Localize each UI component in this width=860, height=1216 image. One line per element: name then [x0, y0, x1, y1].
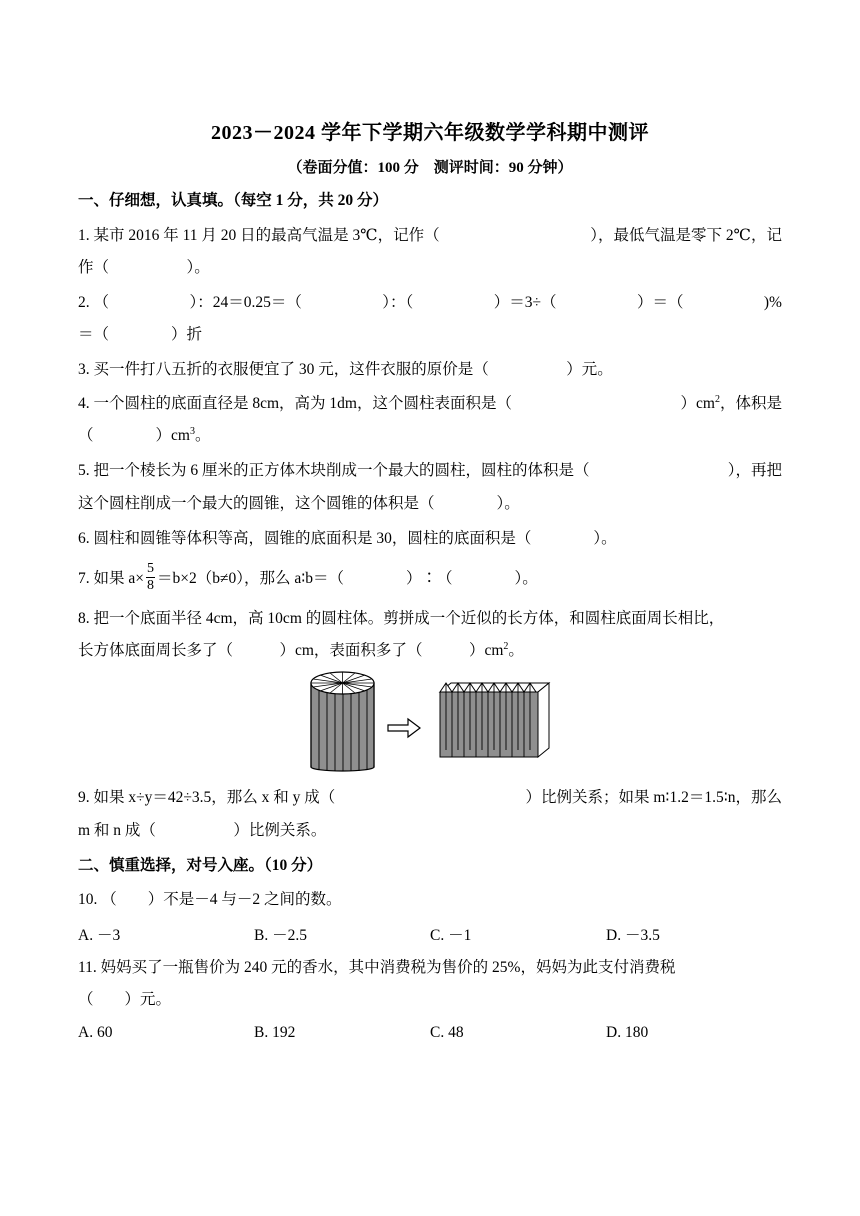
q10-option-c: C. －1: [430, 927, 472, 944]
q8-text-b: 长方体底面周长多了（ ）cm，表面积多了（ ）cm: [78, 642, 504, 659]
q1-text-b: ），最低气温是零下 2℃，记: [590, 227, 782, 244]
q2-part-3: ）：（: [382, 294, 414, 311]
question-3: 3. 买一件打八五折的衣服便宜了 30 元，这件衣服的原价是（ ）元。: [78, 361, 613, 378]
q2-part-4: ）＝3÷（: [493, 294, 557, 311]
q4-text-a: 4. 一个圆柱的底面直径是 8cm，高为 1dm，这个圆柱表面积是（: [78, 395, 512, 412]
q4-text-d: （ ）cm: [78, 427, 190, 444]
question-9-line-1: [78, 787, 782, 809]
q8-area-exp: 2: [503, 641, 509, 652]
q7-denominator: 8: [147, 578, 154, 593]
cylinder-drawing: [311, 672, 374, 771]
exam-title: 2023－2024 学年下学期六年级数学学科期中测评: [211, 122, 649, 144]
question-9-line-2: m 和 n 成（ ）比例关系。: [78, 822, 327, 839]
q10-option-b: B. －2.5: [254, 927, 307, 944]
cylinder-to-cuboid-figure: [308, 670, 558, 772]
q11-option-d: D. 180: [606, 1024, 649, 1041]
question-6: 6. 圆柱和圆锥等体积等高，圆锥的底面积是 30，圆柱的底面积是（ ）。: [78, 530, 617, 547]
question-8-line-1: 8. 把一个底面半径 4cm，高 10cm 的圆柱体。剪拼成一个近似的长方体，和圆柱底面周长相比，: [78, 610, 725, 627]
q1-text-a: 1. 某市 2016 年 11 月 20 日的最高气温是 3℃，记作（: [78, 227, 440, 244]
q11-option-b: B. 192: [254, 1024, 296, 1041]
q4-unit: ）cm: [680, 395, 715, 412]
q7-text-b: ＝b×2（b≠0），那么 a∶b＝（ ）∶（ ）。: [157, 570, 538, 588]
question-5-line-1: [78, 460, 782, 482]
question-2-line-2: ＝（ ）折: [78, 326, 203, 343]
q8-text-c: 。: [508, 642, 524, 659]
q4-text-e: 。: [194, 427, 211, 444]
q2-part-5: ）＝（: [636, 294, 684, 311]
cuboid-drawing: [440, 683, 549, 757]
q7-fraction: [146, 561, 155, 594]
question-4-line-2: [78, 425, 210, 447]
question-1-line-2: 作（ ）。: [78, 259, 210, 276]
q10-option-d: D. －3.5: [606, 927, 660, 944]
question-11-line-2: （ ）元。: [78, 991, 172, 1008]
q7-numerator: 5: [147, 561, 154, 576]
question-2-line-1: [78, 292, 782, 314]
q9-text-b: ）比例关系；如果 m∶1.2＝1.5∶n，那么: [525, 789, 782, 806]
question-11-line-1: 11. 妈妈买了一瓶售价为 240 元的香水，其中消费税为售价的 25%，妈妈为此支付消费税: [78, 959, 676, 976]
q5-text-a: 5. 把一个棱长为 6 厘米的正方体木块削成一个最大的圆柱，圆柱的体积是（: [78, 462, 590, 479]
q7-text-a: 7. 如果 a×: [78, 570, 144, 588]
q4-volume-exp: 3: [189, 426, 195, 437]
question-4-line-1: [78, 393, 782, 415]
right-arrow-icon: [388, 719, 420, 737]
question-1-line-1: [78, 225, 782, 247]
q11-option-a: A. 60: [78, 1024, 113, 1041]
q10-option-a: A. －3: [78, 927, 121, 944]
question-10: 10. （ ）不是－4 与－2 之间的数。: [78, 891, 342, 908]
question-5-line-2: 这个圆柱削成一个最大的圆锥，这个圆锥的体积是（ ）。: [78, 495, 520, 512]
q11-option-c: C. 48: [430, 1024, 464, 1041]
q2-part-6: )%: [763, 294, 782, 311]
question-8-line-2: [78, 640, 524, 662]
q2-part-2: ）：24＝0.25＝（: [189, 294, 302, 311]
q4-text-b: [681, 393, 782, 415]
q4-text-c: ，体积是: [719, 395, 782, 412]
section-1-heading: 一、仔细想，认真填。（每空 1 分，共 20 分）: [78, 192, 389, 209]
q5-text-b: ），再把: [727, 462, 782, 479]
q4-unit-exp: 2: [714, 394, 720, 405]
question-7: [78, 563, 538, 596]
q9-text-a: 9. 如果 x÷y＝42÷3.5，那么 x 和 y 成（: [78, 789, 336, 806]
q2-part-1: 2. （: [78, 294, 110, 311]
section-2-heading: 二、慎重选择，对号入座。（10 分）: [78, 857, 323, 874]
exam-subtitle: （卷面分值：100 分 测评时间：90 分钟）: [287, 160, 573, 176]
